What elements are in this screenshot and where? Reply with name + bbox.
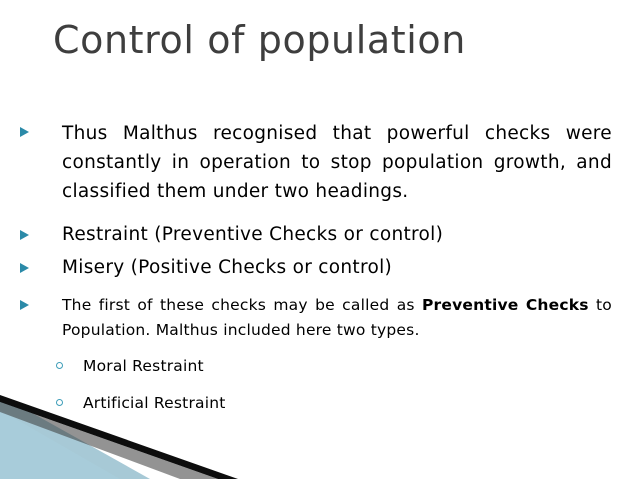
bullet-emphasis: Preventive: [422, 296, 519, 314]
bullet-emphasis: Checks: [525, 296, 589, 314]
bullet-text-part: [519, 296, 526, 314]
triangle-right-icon: [20, 300, 29, 310]
bullet-text-part: to Population. Malthus included here two types.: [62, 296, 612, 339]
bullet-text: Restraint (Preventive Checks or control): [62, 224, 444, 245]
hollow-circle-icon: [56, 399, 63, 406]
bullet-text: Misery (Positive Checks or control): [62, 257, 393, 278]
bullet-text: Thus Malthus recognised that powerful checks were constantly in operation to stop population growth, and classified them under two headings.: [62, 123, 612, 202]
slide-title: Control of population: [53, 18, 466, 62]
bullet-text-part: The first of these checks may be called as: [62, 296, 422, 314]
triangle-right-icon: [20, 127, 29, 137]
bullet-text: [62, 293, 612, 343]
triangle-right-icon: [20, 263, 29, 273]
triangle-right-icon: [20, 230, 29, 240]
sub-bullet-text: Moral Restraint: [83, 357, 204, 375]
hollow-circle-icon: [56, 362, 63, 369]
sub-bullet-text: Artificial Restraint: [83, 394, 226, 412]
